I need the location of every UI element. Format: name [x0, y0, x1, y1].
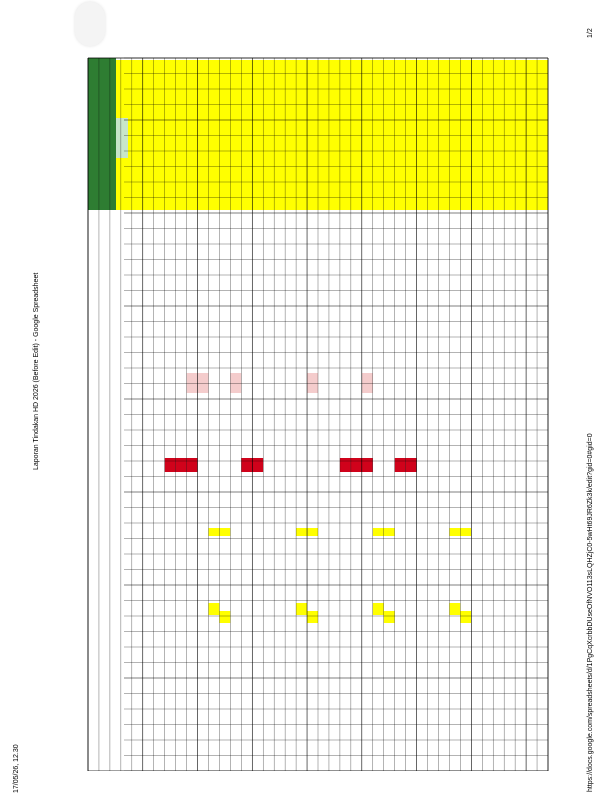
- yellow-marker-cell: [307, 611, 318, 623]
- red-marker-cell: [252, 458, 263, 472]
- pink-cell: [187, 373, 198, 393]
- red-marker-cell: [340, 458, 351, 472]
- yellow-marker-cell: [384, 528, 395, 536]
- yellow-marker-cell: [219, 611, 230, 623]
- yellow-marker-cell: [296, 528, 307, 536]
- red-marker-cell: [176, 458, 187, 472]
- yellow-marker-cell: [208, 603, 219, 615]
- print-title: Laporan Tindakan HD 2026 (Before Edit) - Google Spreadsheet: [33, 272, 40, 470]
- yellow-marker-cell: [460, 528, 471, 536]
- red-marker-cell: [406, 458, 417, 472]
- yellow-marker-cell: [296, 603, 307, 615]
- yellow-marker-cell: [449, 603, 460, 615]
- yellow-marker-cell: [373, 603, 384, 615]
- spreadsheet-printout: [78, 48, 549, 771]
- yellow-marker-cell: [208, 528, 219, 536]
- pink-cell: [307, 373, 318, 393]
- yellow-marker-cell: [373, 528, 384, 536]
- red-marker-cell: [241, 458, 252, 472]
- print-datetime: 17/05/26, 12.30: [13, 744, 20, 793]
- pink-cell: [230, 373, 241, 393]
- spreadsheet-grid: [78, 48, 549, 771]
- red-marker-cell: [362, 458, 373, 472]
- page-number: 1/2: [587, 28, 594, 38]
- light-green-header: [116, 118, 128, 158]
- yellow-marker-cell: [384, 611, 395, 623]
- green-header: [88, 58, 116, 210]
- scroll-handle[interactable]: [75, 2, 105, 46]
- red-marker-cell: [395, 458, 406, 472]
- yellow-marker-cell: [307, 528, 318, 536]
- red-marker-cell: [187, 458, 198, 472]
- pink-cell: [362, 373, 373, 393]
- yellow-marker-cell: [449, 528, 460, 536]
- red-marker-cell: [165, 458, 176, 472]
- pink-cell: [198, 373, 209, 393]
- yellow-marker-cell: [460, 611, 471, 623]
- yellow-marker-cell: [219, 528, 230, 536]
- print-url[interactable]: https://docs.google.com/spreadsheets/d/1PgCqXcrbbDUseOfNVO113sLQHZjC0-5wHt69JR6Zk3k/edit?gid=0#gid=0: [587, 433, 594, 792]
- red-marker-cell: [351, 458, 362, 472]
